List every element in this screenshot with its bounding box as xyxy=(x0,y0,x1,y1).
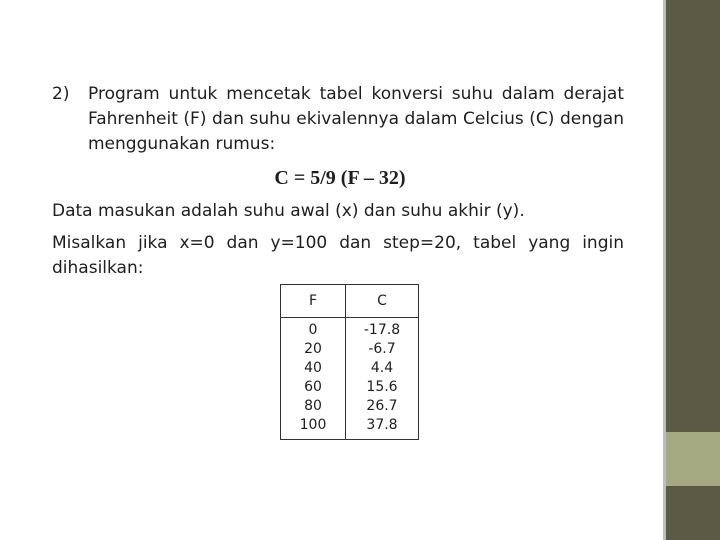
f-values-cell xyxy=(281,318,346,440)
c-value: -17.8 xyxy=(363,322,401,338)
c-value: 15.6 xyxy=(366,379,398,395)
f-value: 80 xyxy=(304,398,322,414)
table-row xyxy=(281,318,419,440)
table-header-row xyxy=(281,285,419,318)
paragraph-example: Misalkan jika x=0 dan y=100 dan step=20, tabel yang ingin dihasilkan: xyxy=(52,233,624,278)
f-value: 20 xyxy=(304,341,322,357)
conversion-table xyxy=(280,284,419,440)
paragraph-input-data: Data masukan adalah suhu awal (x) dan suhu akhir (y). xyxy=(52,201,525,221)
c-values-cell xyxy=(346,318,419,440)
decorative-sidebar xyxy=(666,0,720,540)
f-value: 100 xyxy=(299,417,327,433)
header-c: C xyxy=(346,285,419,318)
conversion-formula: C = 5/9 (F – 32) xyxy=(274,167,406,189)
c-value: -6.7 xyxy=(368,341,396,357)
item-text: Program untuk mencetak tabel konversi suhu dalam derajat Fahrenheit (F) dan suhu ekivalennya dalam Celcius (C) dengan menggunakan rumus: xyxy=(88,84,624,154)
item-number: 2) xyxy=(52,84,70,104)
sidebar-accent-block xyxy=(666,432,720,486)
c-value: 4.4 xyxy=(370,360,394,376)
c-value: 26.7 xyxy=(366,398,398,414)
header-f: F xyxy=(281,285,346,318)
f-value: 0 xyxy=(308,322,318,338)
f-value: 60 xyxy=(304,379,322,395)
c-value: 37.8 xyxy=(366,417,398,433)
f-value: 40 xyxy=(304,360,322,376)
